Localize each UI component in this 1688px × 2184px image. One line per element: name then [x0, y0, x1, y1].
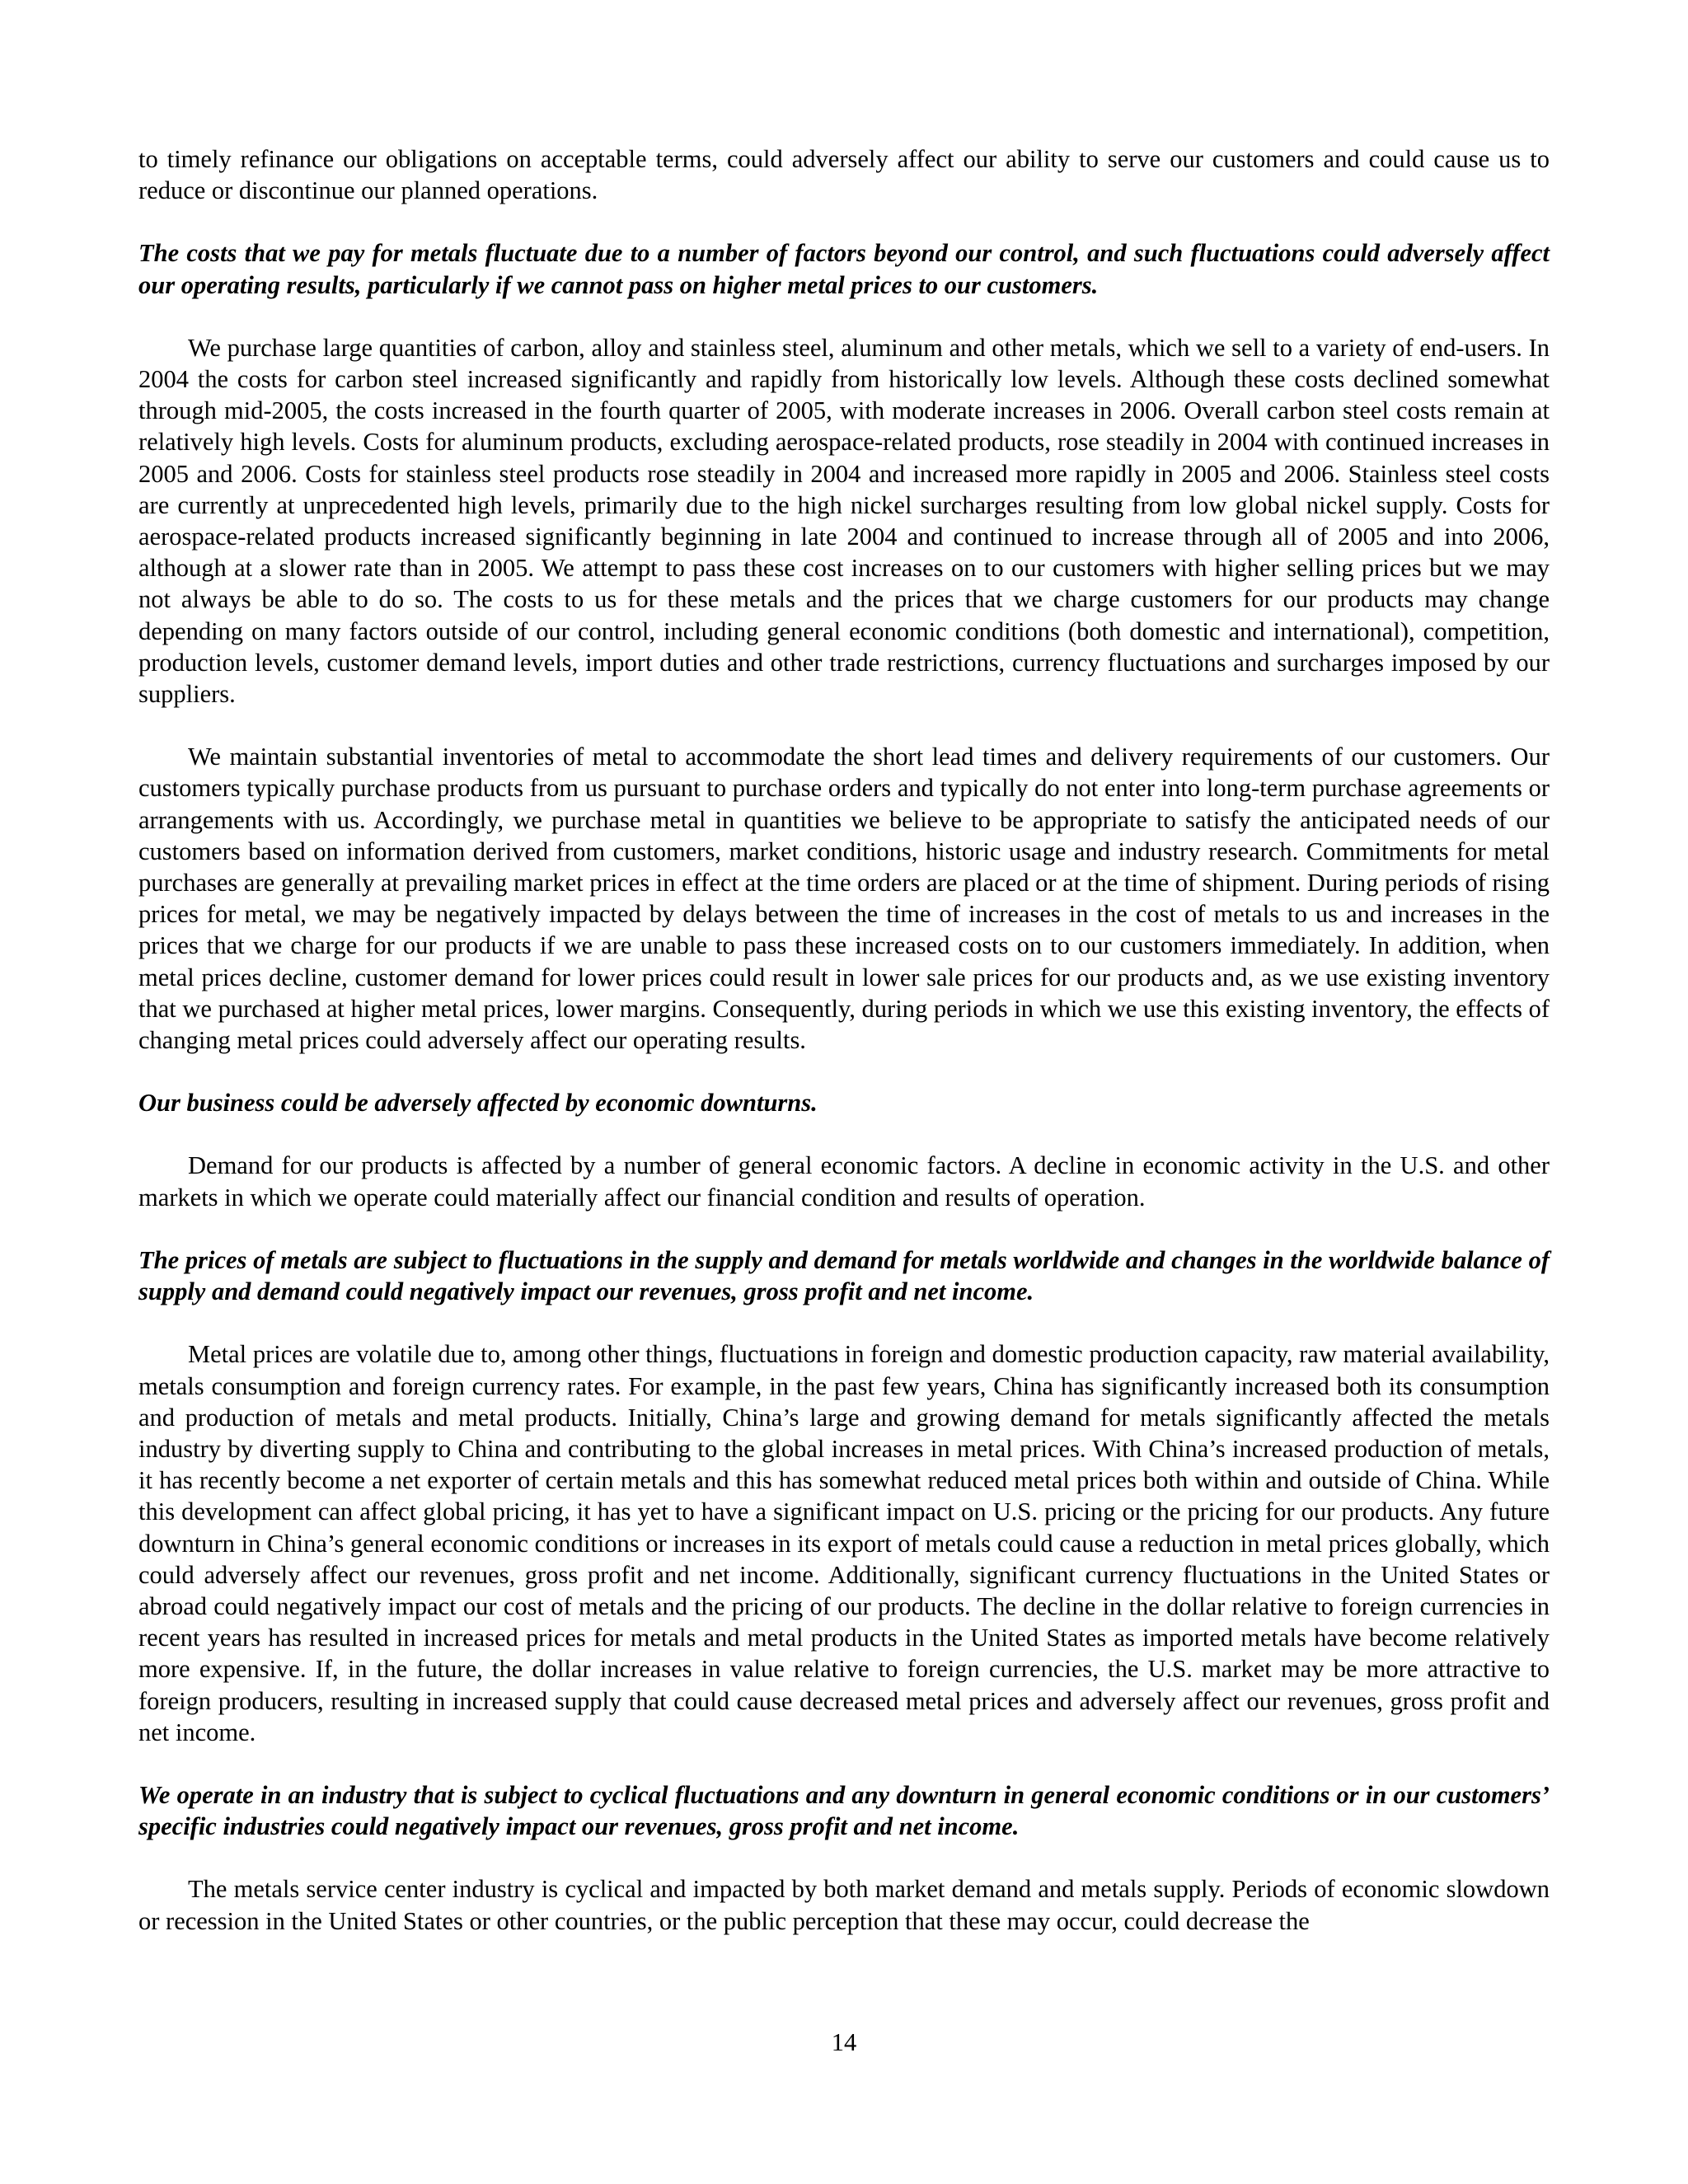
body-paragraph-inventories: We maintain substantial inventories of metal to accommodate the short lead times and delivery requirements of our customers. Our customers typically purchase products from us pursuant to purchase orders and typically do not enter into long-term purchase agreements or arrangements with us. Accordingly, we purchase metal in quantities we believe to be appropriate to satisfy the anticipated needs of our customers based on information derived from customers, market conditions, historic usage and industry research. Commitments for metal purchases are generally at prevailing market prices in effect at the time orders are placed or at the time of shipment. During periods of rising prices for metal, we may be negatively impacted by delays between the time of increases in the cost of metals to us and increases in the prices that we charge for our products if we are unable to pass these increased costs on to our customers immediately. In addition, when metal prices decline, customer demand for lower prices could result in lower sale prices for our products and, as we use existing inventory that we purchased at higher metal prices, lower margins. Consequently, during periods in which we use this existing inventory, the effects of changing metal prices could adversely affect our operating results. — [138, 743, 1550, 1055]
section-heading-cyclical-industry: We operate in an industry that is subject to cyclical fluctuations and any downturn in general economic conditions or in our customers’ specific industries could negatively impact our revenues, gross profit and net income. — [138, 1780, 1550, 1841]
page-number: 14 — [831, 2028, 857, 2056]
continuation-paragraph: to timely refinance our obligations on acceptable terms, could adversely affect our ability to serve our customers and could cause us to reduce or discontinue our planned operations. — [138, 145, 1550, 205]
body-paragraph-demand: Demand for our products is affected by a number of general economic factors. A decline in economic activity in the U.S. and other markets in which we operate could materially affect our financial condition and results of operation. — [138, 1151, 1550, 1212]
section-heading-economic-downturns: Our business could be adversely affected by economic downturns. — [138, 1089, 818, 1118]
document-page — [138, 143, 1550, 1937]
body-paragraph-volatility: Metal prices are volatile due to, among other things, fluctuations in foreign and domestic production capacity, raw material availability, metals consumption and foreign currency rates. For example, in the past few years, China has significantly increased both its consumption and production of metals and metal products. Initially, China’s large and growing demand for metals significantly affected the metals industry by diverting supply to China and contributing to the global increases in metal prices. With China’s increased production of metals, it has recently become a net exporter of certain metals and this has somewhat reduced metal prices both within and outside of China. While this development can affect global pricing, it has yet to have a significant impact on U.S. pricing or the pricing for our products. Any future downturn in China’s general economic conditions or increases in its export of metals could cause a reduction in metal prices globally, which could adversely affect our revenues, gross profit and net income. Additionally, significant currency fluctuations in the United States or abroad could negatively impact our cost of metals and the pricing of our products. The decline in the dollar relative to foreign currencies in recent years has resulted in increased prices for metals and metal products in the United States as imported metals have become relatively more expensive. If, in the future, the dollar increases in value relative to foreign currencies, the U.S. market may be more attractive to foreign producers, resulting in increased supply that could cause decreased metal prices and adversely affect our revenues, gross profit and net income. — [138, 1340, 1550, 1746]
body-paragraph-service-center: The metals service center industry is cyclical and impacted by both market demand and metals supply. Periods of economic slowdown or recession in the United States or other countries, or the public perception that these may occur, could decrease the — [138, 1875, 1550, 1935]
section-heading-metal-prices: The prices of metals are subject to fluctuations in the supply and demand for metals worldwide and changes in the worldwide balance of supply and demand could negatively impact our revenues, gross profit and net income. — [138, 1245, 1550, 1306]
section-heading-metal-costs: The costs that we pay for metals fluctuate due to a number of factors beyond our control, and such fluctuations could adversely affect our operating results, particularly if we cannot pass on higher metal prices to our customers. — [138, 239, 1550, 299]
body-paragraph-metal-purchases: We purchase large quantities of carbon, alloy and stainless steel, aluminum and other metals, which we sell to a variety of end-users. In 2004 the costs for carbon steel increased significantly and rapidly from historically low levels. Although these costs declined somewhat through mid-2005, the costs increased in the fourth quarter of 2005, with moderate increases in 2006. Overall carbon steel costs remain at relatively high levels. Costs for aluminum products, excluding aerospace-related products, rose steadily in 2004 with continued increases in 2005 and 2006. Costs for stainless steel products rose steadily in 2004 and increased more rapidly in 2005 and 2006. Stainless steel costs are currently at unprecedented high levels, primarily due to the high nickel surcharges resulting from low global nickel supply. Costs for aerospace-related products increased significantly beginning in late 2004 and continued to increase through all of 2005 and into 2006, although at a slower rate than in 2005. We attempt to pass these cost increases on to our customers with higher selling prices but we may not always be able to do so. The costs to us for these metals and the prices that we charge customers for our products may change depending on many factors outside of our control, including general economic conditions (both domestic and international), competition, production levels, customer demand levels, import duties and other trade restrictions, currency fluctuations and surcharges imposed by our suppliers. — [138, 333, 1550, 709]
